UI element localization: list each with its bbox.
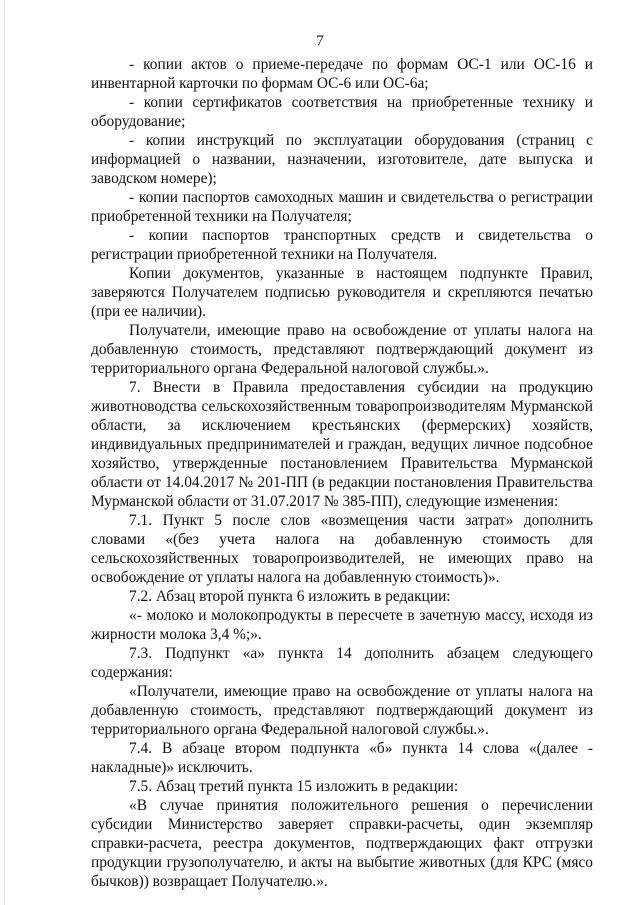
paragraph-7: Получатели, имеющие право на освобождение от уплаты налога на добавленную стоимость, представляют подтверждающий документ из территориального органа Федеральной налоговой службы.». [91,322,593,377]
paragraph-3: - копии инструкций по эксплуатации оборудования (страниц с информацией о названии, назначении, изготовителе, дате выпуска и заводском номере); [91,132,593,187]
paragraph-1: - копии актов о приеме-передаче по формам ОС-1 или ОС-16 и инвентарной карточки по формам ОС-6 или ОС-6а; [91,56,593,92]
paragraph-13: «Получатели, имеющие право на освобождение от уплаты налога на добавленную стоимость, представляют подтверждающий документ из территориального органа Федеральной налоговой службы.». [91,683,593,738]
paragraph-14: 7.4. В абзаце втором подпункта «б» пункта 14 слова «(далее - накладные)» исключить. [91,740,593,776]
paragraph-15: 7.5. Абзац третий пункта 15 изложить в редакции: [129,778,459,795]
scan-edge-line [4,0,5,905]
paragraph-5: - копии паспортов транспортных средств и свидетельства о регистрации приобретенной техники на Получателя. [91,227,593,263]
paragraph-9: 7.1. Пункт 5 после слов «возмещения части затрат» дополнить словами «(без учета налога на добавленную стоимость для сельскохозяйственных товаропроизводителей, не имеющих право на освобождение от уплаты налога на добавленную стоимость)». [91,512,593,586]
paragraph-16: «В случае принятия положительного решения о перечислении субсидии Министерство заверяет справки-расчеты, один экземпляр справки-расчета, реестра документов, подтверждающих факт отгрузки продукции грузополучателю, и акты на выбытие животных (для КРС (мясо бычков)) возвращает Получателю.». [91,797,593,890]
page-number: 7 [316,33,324,49]
paragraph-11: «- молоко и молокопродукты в пересчете в зачетную массу, исходя из жирности молока 3,4 %;». [91,607,593,643]
paragraph-6: Копии документов, указанные в настоящем подпункте Правил, заверяются Получателем подписью руководителя и скрепляются печатью (при ее наличии). [91,265,593,320]
paragraph-8: 7. Внести в Правила предоставления субсидии на продукцию животноводства сельскохозяйственным товаропроизводителям Мурманской области, за исключением крестьянских (фермерских) хозяйств, индивидуальных предпринимателей и граждан, ведущих личное подсобное хозяйство, утвержденные постановлением Правительства Мурманской области от 14.04.2017 № 201-ПП (в редакции постановления Правительства Мурманской области от 31.07.2017 № 385-ПП), следующие изменения: [91,379,593,510]
paragraph-2: - копии сертификатов соответствия на приобретенные технику и оборудование; [91,94,593,130]
paragraph-10: 7.2. Абзац второй пункта 6 изложить в редакции: [129,588,451,605]
document-body [91,55,593,891]
paragraph-12: 7.3. Подпункт «а» пункта 14 дополнить абзацем следующего содержания: [91,645,593,681]
paragraph-4: - копии паспортов самоходных машин и свидетельства о регистрации приобретенной техники на Получателя; [91,189,593,225]
